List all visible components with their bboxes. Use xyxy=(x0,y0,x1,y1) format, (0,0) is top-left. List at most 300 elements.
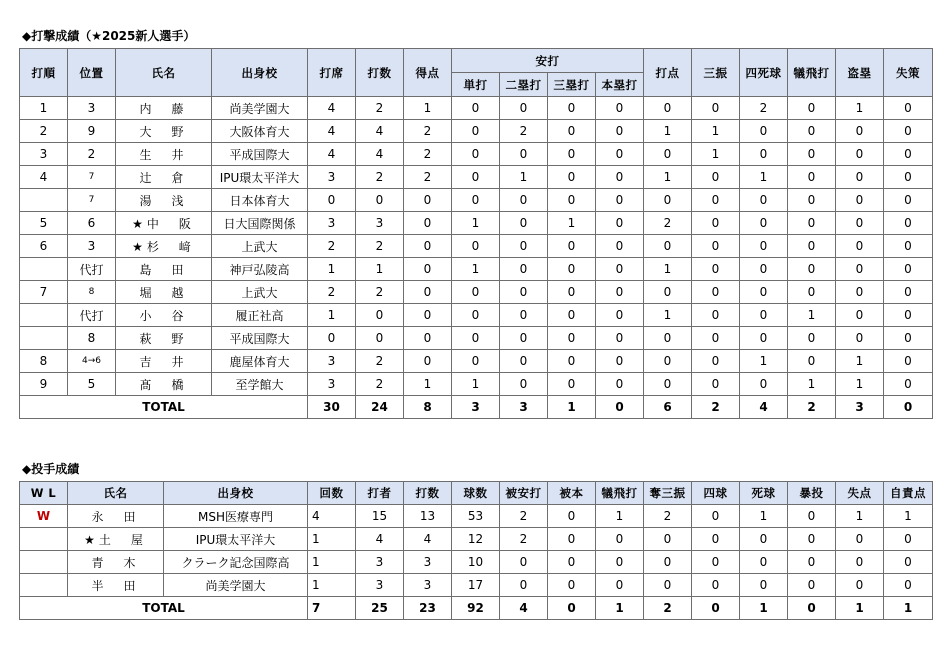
cell-so: 0 xyxy=(692,373,740,396)
cell-h: 0 xyxy=(500,551,548,574)
cell-r: 0 xyxy=(836,528,884,551)
cell-hr: 0 xyxy=(596,373,644,396)
cell-single: 0 xyxy=(452,120,500,143)
cell-order xyxy=(20,304,68,327)
cell-pa: 3 xyxy=(308,166,356,189)
table-row xyxy=(20,97,933,120)
cell-hr: 0 xyxy=(596,143,644,166)
cell-rbi: 1 xyxy=(644,120,692,143)
cell-rbi: 0 xyxy=(644,350,692,373)
cell-runs: 0 xyxy=(404,235,452,258)
cell-err: 0 xyxy=(884,258,933,281)
cell-sb: 1 xyxy=(836,350,884,373)
cell-hr: 0 xyxy=(596,97,644,120)
pitch-total-hbp: 1 xyxy=(740,597,788,620)
cell-err: 0 xyxy=(884,143,933,166)
cell-pa: 3 xyxy=(308,350,356,373)
cell-rbi: 0 xyxy=(644,97,692,120)
cell-ab: 2 xyxy=(356,235,404,258)
pitch-header-sac: 犠飛打 xyxy=(596,482,644,505)
header-sb: 盗塁 xyxy=(836,49,884,97)
cell-err: 0 xyxy=(884,235,933,258)
table-row xyxy=(20,373,933,396)
cell-triple: 0 xyxy=(548,120,596,143)
header-sac: 犠飛打 xyxy=(788,49,836,97)
cell-ab: 0 xyxy=(356,189,404,212)
cell-school: 上武大 xyxy=(212,281,308,304)
cell-hr: 0 xyxy=(548,505,596,528)
cell-inn: 1 xyxy=(308,528,356,551)
cell-runs: 0 xyxy=(404,189,452,212)
total-runs: 8 xyxy=(404,396,452,419)
cell-name: 生 井 xyxy=(116,143,212,166)
total-hr: 0 xyxy=(596,396,644,419)
cell-order: 2 xyxy=(20,120,68,143)
header-pa: 打席 xyxy=(308,49,356,97)
cell-hr: 0 xyxy=(596,327,644,350)
pitch-total-sac: 1 xyxy=(596,597,644,620)
cell-rbi: 1 xyxy=(644,166,692,189)
cell-name: 堀 越 xyxy=(116,281,212,304)
cell-triple: 0 xyxy=(548,189,596,212)
cell-runs: 0 xyxy=(404,327,452,350)
cell-school: 日大国際関係 xyxy=(212,212,308,235)
cell-position: 8 xyxy=(68,327,116,350)
cell-double: 0 xyxy=(500,235,548,258)
cell-order: 6 xyxy=(20,235,68,258)
cell-order xyxy=(20,189,68,212)
cell-sac: 1 xyxy=(788,373,836,396)
pitch-header-h: 被安打 xyxy=(500,482,548,505)
cell-school: 平成国際大 xyxy=(212,327,308,350)
cell-r: 1 xyxy=(836,505,884,528)
cell-name: ★杉 﨑 xyxy=(116,235,212,258)
cell-sac: 0 xyxy=(788,143,836,166)
cell-single: 0 xyxy=(452,304,500,327)
cell-ab: 3 xyxy=(404,551,452,574)
cell-triple: 0 xyxy=(548,281,596,304)
cell-err: 0 xyxy=(884,350,933,373)
cell-school: 鹿屋体育大 xyxy=(212,350,308,373)
cell-bb: 1 xyxy=(740,350,788,373)
header-runs: 得点 xyxy=(404,49,452,97)
cell-position: 6 xyxy=(68,212,116,235)
cell-sac: 0 xyxy=(788,258,836,281)
cell-so: 0 xyxy=(644,528,692,551)
cell-school: IPU環太平洋大 xyxy=(212,166,308,189)
cell-pa: 4 xyxy=(308,97,356,120)
cell-single: 0 xyxy=(452,97,500,120)
cell-bf: 3 xyxy=(356,574,404,597)
cell-np: 12 xyxy=(452,528,500,551)
cell-bb: 2 xyxy=(740,97,788,120)
cell-inn: 1 xyxy=(308,574,356,597)
cell-so: 0 xyxy=(692,235,740,258)
cell-order: 3 xyxy=(20,143,68,166)
cell-sac: 0 xyxy=(596,574,644,597)
batting-title: ◆打撃成績（★2025新人選手） xyxy=(22,29,196,43)
header-hits: 安打 xyxy=(452,49,644,73)
cell-name: 内 藤 xyxy=(116,97,212,120)
cell-position: 4→6 xyxy=(68,350,116,373)
total-label: TOTAL xyxy=(20,396,308,419)
cell-so: 0 xyxy=(692,97,740,120)
cell-hr: 0 xyxy=(596,120,644,143)
cell-position: 7 xyxy=(68,189,116,212)
cell-so: 0 xyxy=(692,327,740,350)
header-school: 出身校 xyxy=(212,49,308,97)
total-ab: 24 xyxy=(356,396,404,419)
header-position: 位置 xyxy=(68,49,116,97)
cell-triple: 0 xyxy=(548,304,596,327)
table-row xyxy=(20,350,933,373)
cell-triple: 0 xyxy=(548,258,596,281)
header-triple: 三塁打 xyxy=(548,73,596,97)
cell-hr: 0 xyxy=(548,551,596,574)
pitch-total-inn: 7 xyxy=(308,597,356,620)
header-name: 氏名 xyxy=(116,49,212,97)
cell-bb: 0 xyxy=(740,143,788,166)
cell-sb: 0 xyxy=(836,143,884,166)
cell-sac: 0 xyxy=(788,350,836,373)
cell-position: 8 xyxy=(68,281,116,304)
cell-err: 0 xyxy=(884,166,933,189)
cell-sb: 0 xyxy=(836,166,884,189)
header-rbi: 打点 xyxy=(644,49,692,97)
cell-err: 0 xyxy=(884,304,933,327)
cell-rbi: 0 xyxy=(644,281,692,304)
pitch-header-wl: W L xyxy=(20,482,68,505)
cell-name: ★土 屋 xyxy=(68,528,164,551)
cell-hr: 0 xyxy=(596,189,644,212)
cell-name: 湯 浅 xyxy=(116,189,212,212)
cell-er: 0 xyxy=(884,551,933,574)
pitch-total-h: 4 xyxy=(500,597,548,620)
pitch-header-np: 球数 xyxy=(452,482,500,505)
cell-name: ★中 阪 xyxy=(116,212,212,235)
cell-bb: 0 xyxy=(740,189,788,212)
cell-school: 履正社高 xyxy=(212,304,308,327)
total-so: 2 xyxy=(692,396,740,419)
cell-sac: 0 xyxy=(788,327,836,350)
cell-sac: 0 xyxy=(788,235,836,258)
cell-hbp: 1 xyxy=(740,505,788,528)
pitching-total-row xyxy=(20,597,933,620)
cell-sb: 0 xyxy=(836,120,884,143)
cell-so: 0 xyxy=(692,258,740,281)
cell-ab: 4 xyxy=(404,528,452,551)
cell-hr: 0 xyxy=(596,258,644,281)
cell-h: 2 xyxy=(500,528,548,551)
pitch-header-bb: 四球 xyxy=(692,482,740,505)
cell-order xyxy=(20,327,68,350)
cell-school: IPU環太平洋大 xyxy=(164,528,308,551)
cell-triple: 0 xyxy=(548,373,596,396)
cell-er: 1 xyxy=(884,505,933,528)
pitch-header-r: 失点 xyxy=(836,482,884,505)
cell-bf: 4 xyxy=(356,528,404,551)
cell-position: 3 xyxy=(68,235,116,258)
cell-rbi: 0 xyxy=(644,143,692,166)
cell-sac: 1 xyxy=(596,505,644,528)
pitch-total-r: 1 xyxy=(836,597,884,620)
cell-bb: 0 xyxy=(740,120,788,143)
pitch-total-ab: 23 xyxy=(404,597,452,620)
cell-bb: 0 xyxy=(740,304,788,327)
header-bb: 四死球 xyxy=(740,49,788,97)
cell-h: 0 xyxy=(500,574,548,597)
cell-hr: 0 xyxy=(596,235,644,258)
cell-hr: 0 xyxy=(548,574,596,597)
cell-triple: 0 xyxy=(548,350,596,373)
cell-single: 1 xyxy=(452,212,500,235)
cell-runs: 2 xyxy=(404,166,452,189)
cell-name: 萩 野 xyxy=(116,327,212,350)
header-so: 三振 xyxy=(692,49,740,97)
pitch-header-school: 出身校 xyxy=(164,482,308,505)
cell-hr: 0 xyxy=(548,528,596,551)
cell-pa: 3 xyxy=(308,212,356,235)
cell-double: 2 xyxy=(500,120,548,143)
cell-double: 0 xyxy=(500,189,548,212)
pitch-header-wp: 暴投 xyxy=(788,482,836,505)
cell-hr: 0 xyxy=(596,166,644,189)
cell-runs: 0 xyxy=(404,350,452,373)
cell-single: 0 xyxy=(452,143,500,166)
cell-bb: 0 xyxy=(692,551,740,574)
cell-rbi: 0 xyxy=(644,189,692,212)
table-row xyxy=(20,166,933,189)
cell-pa: 3 xyxy=(308,373,356,396)
cell-wl: W xyxy=(20,505,68,528)
cell-double: 0 xyxy=(500,97,548,120)
cell-school: クラーク記念国際高 xyxy=(164,551,308,574)
cell-ab: 13 xyxy=(404,505,452,528)
pitch-header-bf: 打者 xyxy=(356,482,404,505)
cell-position: 2 xyxy=(68,143,116,166)
cell-sac: 1 xyxy=(788,304,836,327)
cell-rbi: 0 xyxy=(644,235,692,258)
header-single: 単打 xyxy=(452,73,500,97)
cell-order: 9 xyxy=(20,373,68,396)
cell-runs: 1 xyxy=(404,97,452,120)
pitch-total-np: 92 xyxy=(452,597,500,620)
cell-err: 0 xyxy=(884,189,933,212)
cell-order: 1 xyxy=(20,97,68,120)
cell-single: 0 xyxy=(452,235,500,258)
cell-wl xyxy=(20,528,68,551)
cell-err: 0 xyxy=(884,120,933,143)
total-rbi: 6 xyxy=(644,396,692,419)
cell-name: 大 野 xyxy=(116,120,212,143)
cell-so: 0 xyxy=(644,551,692,574)
cell-so: 0 xyxy=(692,189,740,212)
cell-runs: 2 xyxy=(404,143,452,166)
total-err: 0 xyxy=(884,396,933,419)
cell-ab: 2 xyxy=(356,166,404,189)
table-row xyxy=(20,551,933,574)
cell-position: 代打 xyxy=(68,304,116,327)
header-hr: 本塁打 xyxy=(596,73,644,97)
cell-order: 8 xyxy=(20,350,68,373)
cell-so: 0 xyxy=(692,166,740,189)
cell-single: 0 xyxy=(452,281,500,304)
cell-school: MSH医療専門 xyxy=(164,505,308,528)
cell-sb: 0 xyxy=(836,212,884,235)
cell-so: 0 xyxy=(644,574,692,597)
cell-sb: 1 xyxy=(836,373,884,396)
cell-ab: 0 xyxy=(356,304,404,327)
cell-pa: 4 xyxy=(308,120,356,143)
cell-runs: 0 xyxy=(404,281,452,304)
cell-single: 1 xyxy=(452,258,500,281)
cell-sac: 0 xyxy=(788,120,836,143)
cell-bb: 0 xyxy=(692,528,740,551)
cell-position: 3 xyxy=(68,97,116,120)
cell-err: 0 xyxy=(884,212,933,235)
cell-bb: 0 xyxy=(740,258,788,281)
cell-triple: 1 xyxy=(548,212,596,235)
cell-so: 0 xyxy=(692,304,740,327)
cell-ab: 4 xyxy=(356,143,404,166)
cell-err: 0 xyxy=(884,97,933,120)
cell-sac: 0 xyxy=(788,212,836,235)
cell-sac: 0 xyxy=(788,189,836,212)
table-row xyxy=(20,212,933,235)
cell-sac: 0 xyxy=(596,551,644,574)
cell-double: 0 xyxy=(500,327,548,350)
pitching-title: ◆投手成績 xyxy=(22,462,80,476)
cell-hr: 0 xyxy=(596,350,644,373)
table-row xyxy=(20,120,933,143)
cell-so: 1 xyxy=(692,143,740,166)
header-err: 失策 xyxy=(884,49,933,97)
pitch-header-hr: 被本 xyxy=(548,482,596,505)
pitch-total-so: 2 xyxy=(644,597,692,620)
cell-triple: 0 xyxy=(548,97,596,120)
cell-double: 0 xyxy=(500,281,548,304)
cell-pa: 2 xyxy=(308,235,356,258)
cell-hr: 0 xyxy=(596,304,644,327)
table-row xyxy=(20,258,933,281)
cell-r: 0 xyxy=(836,574,884,597)
cell-np: 17 xyxy=(452,574,500,597)
cell-position: 7 xyxy=(68,166,116,189)
cell-er: 0 xyxy=(884,528,933,551)
cell-runs: 2 xyxy=(404,120,452,143)
cell-r: 0 xyxy=(836,551,884,574)
cell-pa: 0 xyxy=(308,189,356,212)
cell-school: 神戸弘陵高 xyxy=(212,258,308,281)
cell-runs: 0 xyxy=(404,258,452,281)
cell-wp: 0 xyxy=(788,574,836,597)
table-row xyxy=(20,528,933,551)
cell-ab: 2 xyxy=(356,97,404,120)
cell-err: 0 xyxy=(884,281,933,304)
cell-sb: 1 xyxy=(836,97,884,120)
batting-total-row xyxy=(20,396,933,419)
pitch-total-hr: 0 xyxy=(548,597,596,620)
cell-position: 9 xyxy=(68,120,116,143)
cell-rbi: 1 xyxy=(644,304,692,327)
cell-runs: 0 xyxy=(404,304,452,327)
cell-single: 0 xyxy=(452,166,500,189)
cell-pa: 0 xyxy=(308,327,356,350)
cell-wl xyxy=(20,574,68,597)
cell-ab: 1 xyxy=(356,258,404,281)
cell-triple: 0 xyxy=(548,166,596,189)
cell-so: 1 xyxy=(692,120,740,143)
table-row xyxy=(20,505,933,528)
cell-sb: 0 xyxy=(836,327,884,350)
cell-hbp: 0 xyxy=(740,551,788,574)
cell-rbi: 0 xyxy=(644,373,692,396)
header-double: 二塁打 xyxy=(500,73,548,97)
pitching-table xyxy=(19,481,933,620)
batting-table xyxy=(19,48,933,419)
cell-sac: 0 xyxy=(788,281,836,304)
cell-pa: 2 xyxy=(308,281,356,304)
cell-ab: 2 xyxy=(356,350,404,373)
cell-ab: 0 xyxy=(356,327,404,350)
cell-double: 0 xyxy=(500,212,548,235)
cell-bb: 0 xyxy=(740,373,788,396)
cell-sac: 0 xyxy=(788,97,836,120)
cell-bb: 0 xyxy=(692,505,740,528)
cell-bf: 3 xyxy=(356,551,404,574)
cell-name: 小 谷 xyxy=(116,304,212,327)
cell-pa: 1 xyxy=(308,304,356,327)
cell-position: 代打 xyxy=(68,258,116,281)
total-triple: 1 xyxy=(548,396,596,419)
cell-hbp: 0 xyxy=(740,574,788,597)
cell-order: 7 xyxy=(20,281,68,304)
total-double: 3 xyxy=(500,396,548,419)
cell-order: 5 xyxy=(20,212,68,235)
cell-err: 0 xyxy=(884,373,933,396)
cell-sb: 0 xyxy=(836,304,884,327)
cell-np: 53 xyxy=(452,505,500,528)
total-bb: 4 xyxy=(740,396,788,419)
cell-inn: 1 xyxy=(308,551,356,574)
cell-rbi: 0 xyxy=(644,327,692,350)
header-order: 打順 xyxy=(20,49,68,97)
cell-wp: 0 xyxy=(788,551,836,574)
cell-triple: 0 xyxy=(548,143,596,166)
cell-double: 0 xyxy=(500,373,548,396)
cell-h: 2 xyxy=(500,505,548,528)
cell-order xyxy=(20,258,68,281)
cell-double: 0 xyxy=(500,304,548,327)
cell-double: 1 xyxy=(500,166,548,189)
cell-so: 0 xyxy=(692,281,740,304)
table-row xyxy=(20,304,933,327)
pitch-header-ab: 打数 xyxy=(404,482,452,505)
cell-sb: 0 xyxy=(836,281,884,304)
cell-name: 永 田 xyxy=(68,505,164,528)
cell-pa: 4 xyxy=(308,143,356,166)
cell-bb: 0 xyxy=(692,574,740,597)
cell-hr: 0 xyxy=(596,281,644,304)
cell-np: 10 xyxy=(452,551,500,574)
cell-err: 0 xyxy=(884,327,933,350)
cell-so: 0 xyxy=(692,350,740,373)
total-single: 3 xyxy=(452,396,500,419)
cell-bf: 15 xyxy=(356,505,404,528)
cell-runs: 0 xyxy=(404,212,452,235)
pitch-total-er: 1 xyxy=(884,597,933,620)
cell-school: 上武大 xyxy=(212,235,308,258)
